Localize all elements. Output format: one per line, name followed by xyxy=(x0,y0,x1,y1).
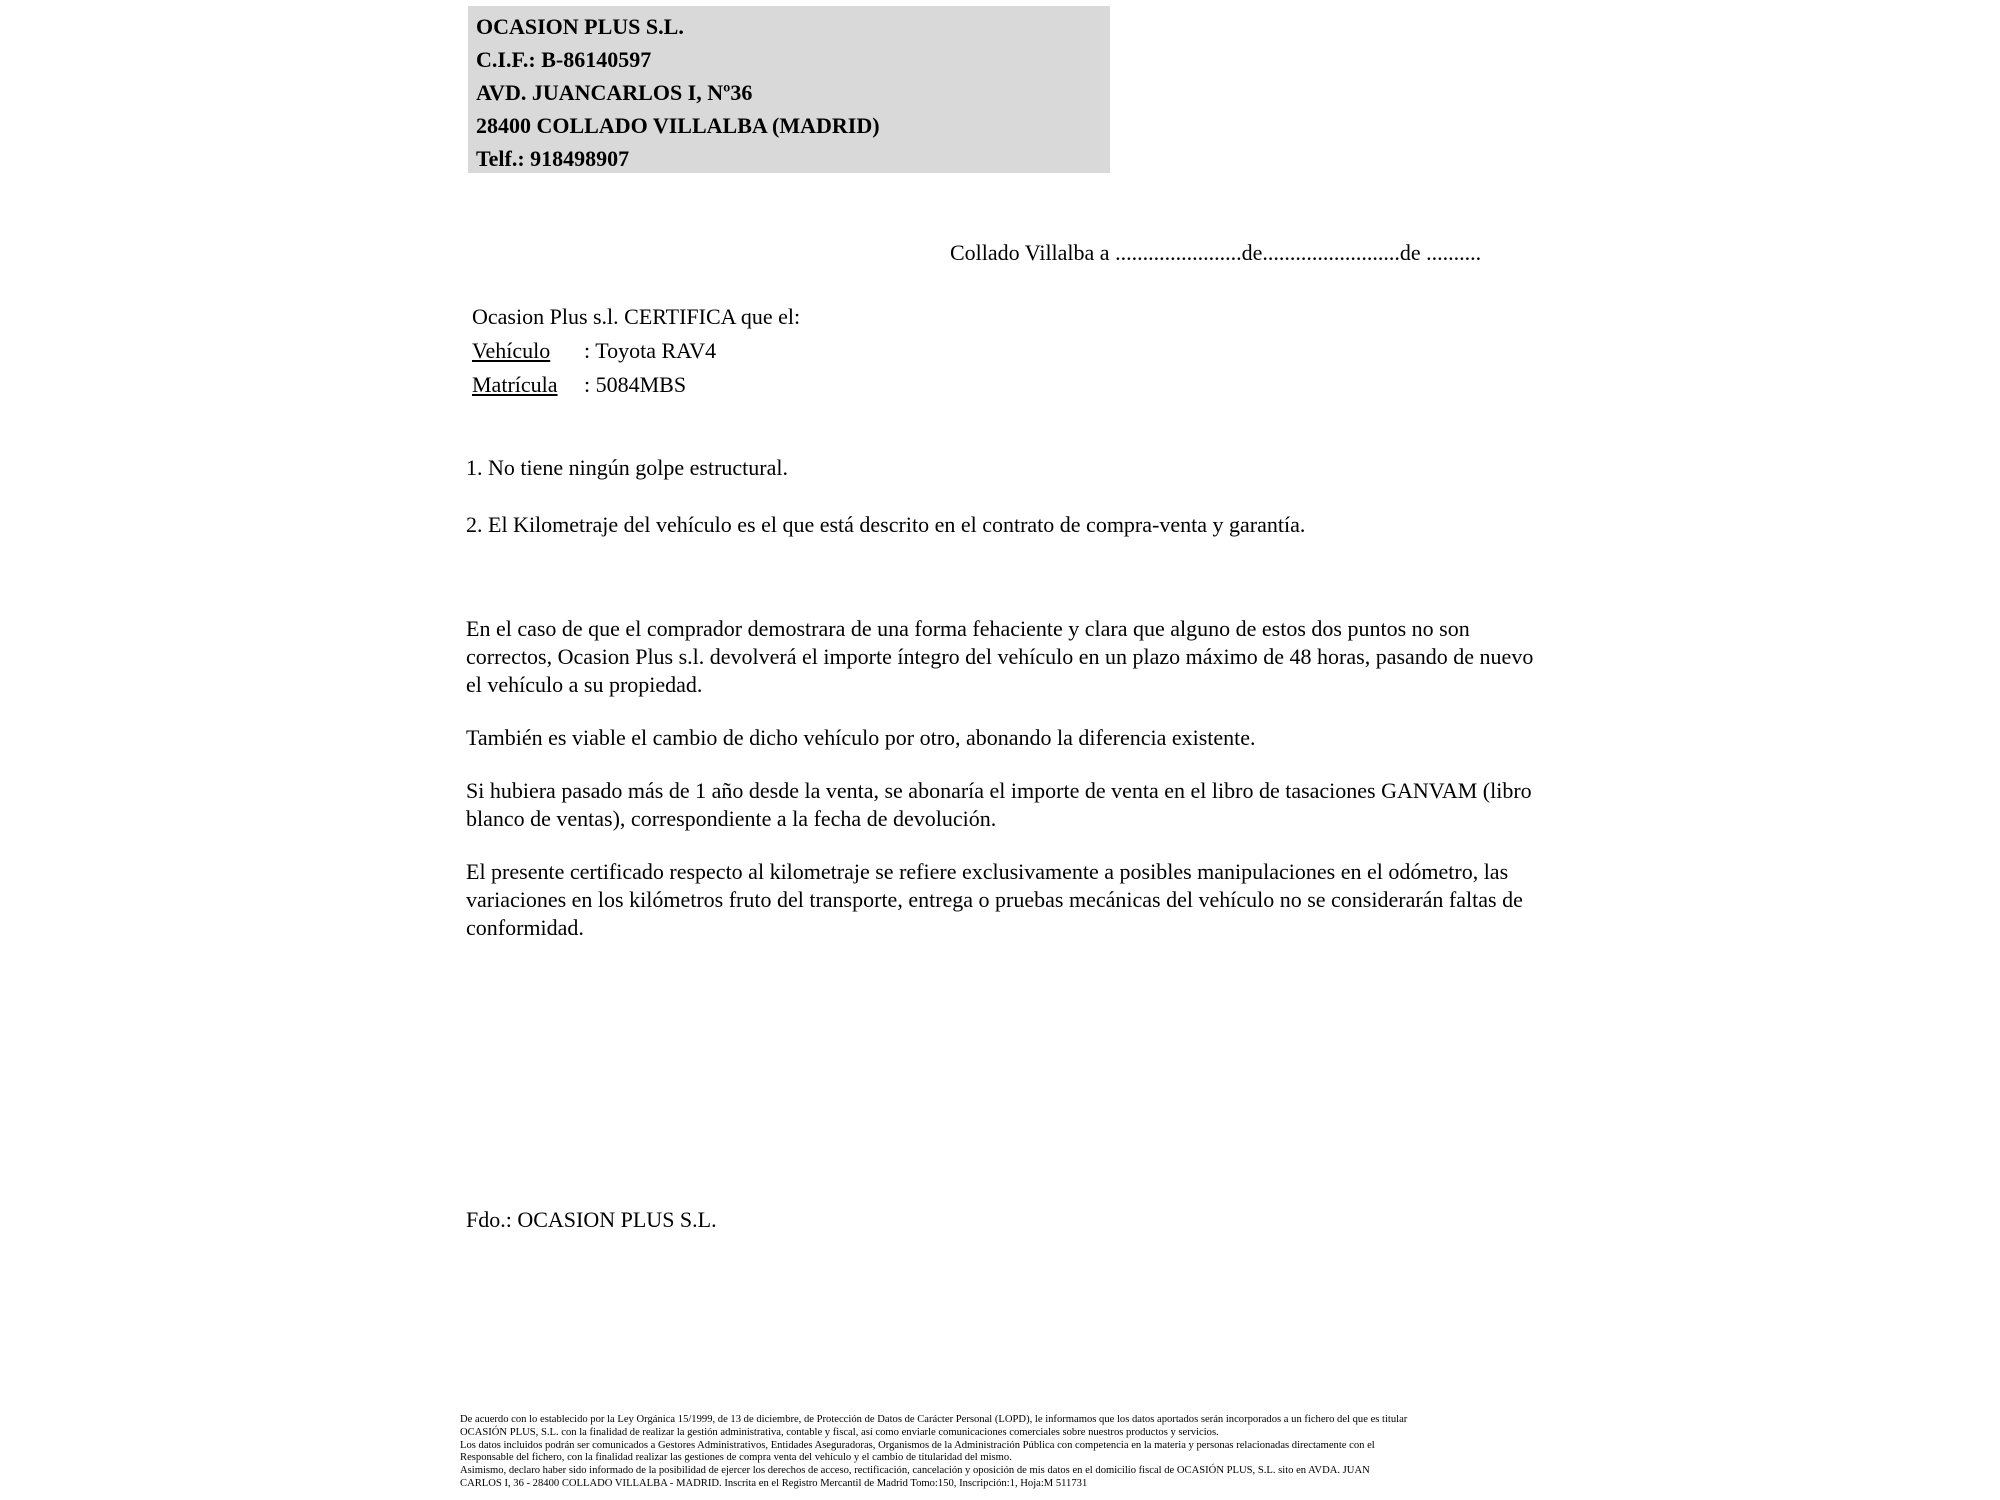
company-phone: Telf.: 918498907 xyxy=(476,146,630,171)
legal-line-5: Asimismo, declaro haber sido informado de la posibilidad de ejercer los derechos de acceso, rectificación, cancelación y oposición de mis datos en el domicilio fiscal de OCASIÓN PLUS, S.L. sito en AVDA. JUAN xyxy=(460,1465,1370,1477)
legal-line-3: Los datos incluidos podrán ser comunicados a Gestores Administrativos, Entidades Aseguradoras, Organismos de la Administración Pública con competencia en la materia y personas relacionadas directamente con el xyxy=(460,1439,1375,1451)
company-address: AVD. JUANCARLOS I, Nº36 xyxy=(476,80,753,105)
plate-value: : 5084MBS xyxy=(584,372,687,397)
certified-points-list xyxy=(466,455,1556,538)
signature-line: Fdo.: OCASION PLUS S.L. xyxy=(466,1207,717,1232)
date-fill-in-line: Collado Villalba a .......................de.........................de .......... xyxy=(950,240,1482,265)
paragraph-refund: En el caso de que el comprador demostrara de una forma fehaciente y clara que alguno de estos dos puntos no son correctos, Ocasion Plus s.l. devolverá el importe íntegro del vehículo en un plazo máximo de 48 horas, pasando de nuevo el vehículo a su propiedad. xyxy=(466,616,1534,697)
company-name: OCASION PLUS S.L. xyxy=(476,14,684,39)
paragraph-ganvam: Si hubiera pasado más de 1 año desde la venta, se abonaría el importe de venta en el libro de tasaciones GANVAM (libro blanco de ventas), correspondiente a la fecha de devolución. xyxy=(466,778,1532,831)
paragraph-odometer: El presente certificado respecto al kilometraje se refiere exclusivamente a posibles manipulaciones en el odómetro, las variaciones en los kilómetros fruto del transporte, entrega o pruebas mecánicas del vehículo no se considerarán faltas de conformidad. xyxy=(466,859,1523,940)
vehicle-label: Vehículo xyxy=(472,338,551,363)
legal-small-print xyxy=(460,1414,2000,1491)
legal-line-6: CARLOS I, 36 - 28400 COLLADO VILLALBA - MADRID. Inscrita en el Registro Mercantil de Madrid Tomo:150, Inscripción:1, Hoja:M 511731 xyxy=(460,1477,1088,1489)
paragraph-exchange: También es viable el cambio de dicho vehículo por otro, abonando la diferencia existente. xyxy=(466,725,1256,750)
terms-paragraphs xyxy=(466,615,1544,967)
point-1: 1. No tiene ningún golpe estructural. xyxy=(466,455,788,480)
certification-block xyxy=(472,300,800,402)
company-header-box xyxy=(468,6,1110,173)
legal-line-2: OCASIÓN PLUS, S.L. con la finalidad de realizar la gestión administrativa, contable y fiscal, así como enviarle comunicaciones comerciales sobre nuestros productos y servicios. xyxy=(460,1426,1219,1438)
plate-label: Matrícula xyxy=(472,372,558,397)
legal-line-4: Responsable del fichero, con la finalidad realizar las gestiones de compra venta del vehículo y el cambio de titularidad del mismo. xyxy=(460,1452,1012,1464)
certify-intro: Ocasion Plus s.l. CERTIFICA que el: xyxy=(472,304,801,329)
vehicle-value: : Toyota RAV4 xyxy=(584,338,717,363)
legal-line-1: De acuerdo con lo establecido por la Ley Orgánica 15/1999, de 13 de diciembre, de Protección de Datos de Carácter Personal (LOPD), le informamos que los datos aportados serán incorporados a un fichero del que es titular xyxy=(460,1414,1408,1425)
vehicle-row xyxy=(472,334,800,368)
company-city: 28400 COLLADO VILLALBA (MADRID) xyxy=(476,113,880,138)
plate-row xyxy=(472,368,800,402)
company-cif: C.I.F.: B-86140597 xyxy=(476,47,652,72)
point-2: 2. El Kilometraje del vehículo es el que está descrito en el contrato de compra-venta y garantía. xyxy=(466,512,1306,537)
